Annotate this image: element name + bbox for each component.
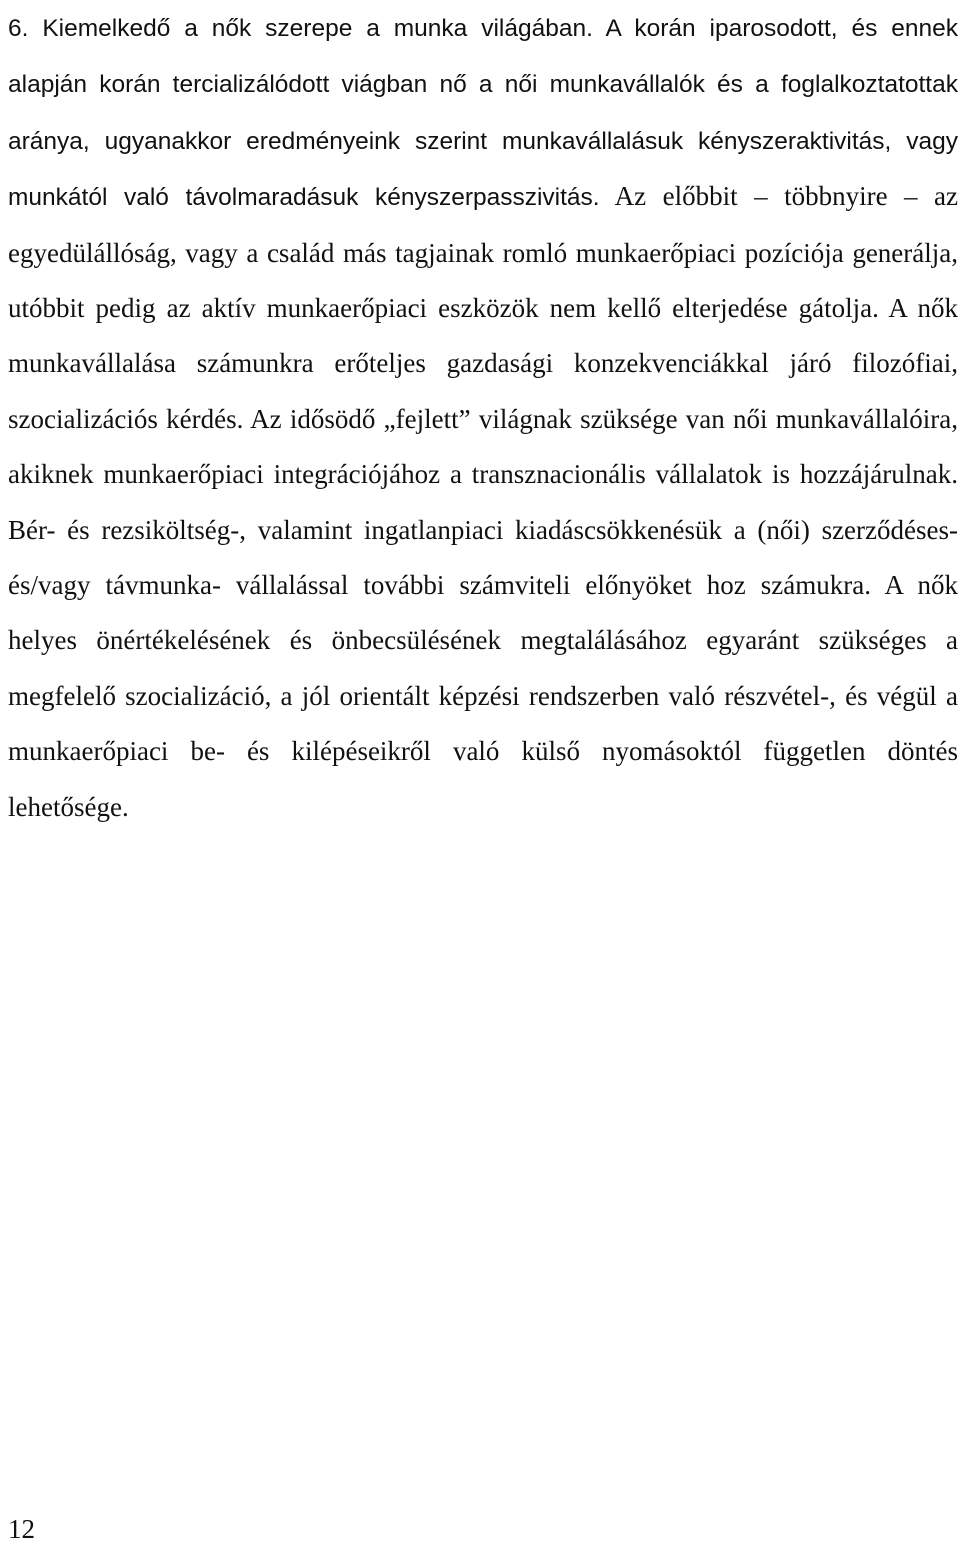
document-page <box>8 0 958 1551</box>
paragraph-body-serif: Az előbbit – többnyire – az egyedülállóság, vagy a család más tagjainak romló munkaerőpiaci pozíciója generálja, utóbbit pedig az aktív munkaerőpiaci eszközök nem kellő elterjedése gátolja. A nők munkavállalása számunkra erőteljes gazdasági konzekvenciákkal járó filozófiai, szocializációs kérdés. Az idősödő „fejlett” világnak szüksége van női munkavállalóira, akiknek munkaerőpiaci integrációjához a transznacionális vállalatok is hozzájárulnak. Bér- és rezsiköltség-, valamint ingatlanpiaci kiadáscsökkenésük a (női) szerződéses- és/vagy távmunka- vállalással további számviteli előnyöket hoz számukra. A nők helyes önértékelésének és önbecsülésének megtalálásához egyaránt szükséges a megfelelő szocializáció, a jól orientált képzési rendszerben való részvétel-, és végül a munkaerőpiaci be- és kilépéseikről való külső nyomásoktól független döntés lehetősége. <box>8 181 958 822</box>
body-paragraph <box>8 0 958 835</box>
page-number: 12 <box>8 1514 35 1544</box>
paragraph-lead-sans: 6. Kiemelkedő a nők szerepe a munka világában. A korán iparosodott, és ennek alapján korán tercializálódott viágban nő a női munkavállalók és a foglalkoztatottak aránya, ugyanakkor eredményeink szerint munkavállalásuk kényszeraktivitás, vagy munkától való távolmaradásuk kényszerpasszivitás. <box>8 15 958 212</box>
